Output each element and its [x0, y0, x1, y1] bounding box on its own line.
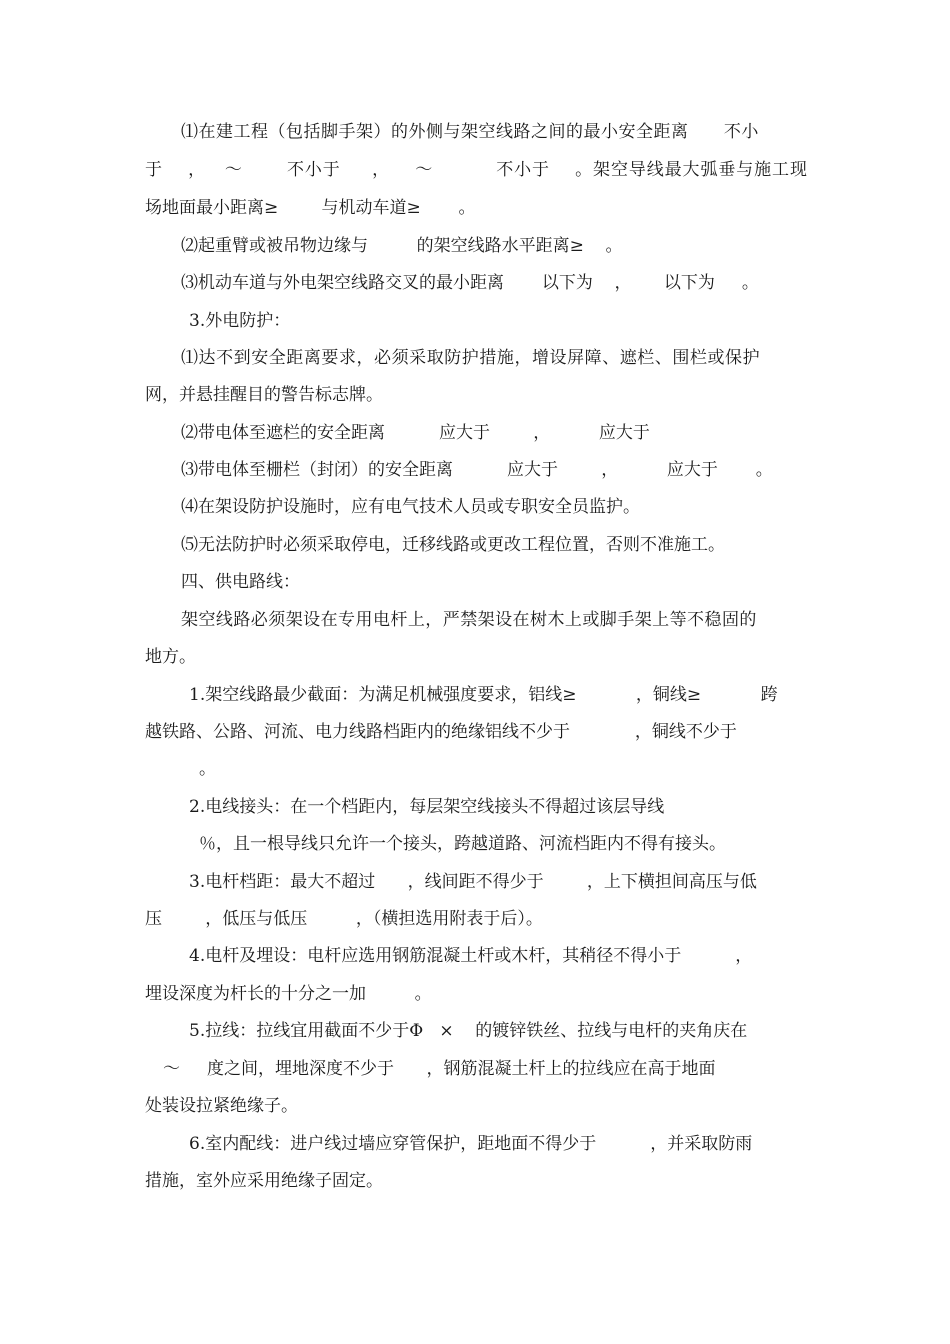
text-line: ⑶带电体至栅栏（封闭）的安全距离 应大于 ， 应大于 。 — [181, 460, 773, 480]
text-line: 于 ， ～ 不小于 ， ～ 不小于 。架空导线最大弧垂与施工现 — [145, 160, 808, 180]
text-line: 3.电杆档距：最大不超过 ，线间距不得少于 ，上下横担间高压与低 — [189, 872, 757, 892]
text-line: ⑴达不到安全距离要求，必须采取防护措施，增设屏障、遮栏、围栏或保护 — [181, 348, 761, 368]
text-line: 6.室内配线：进户线过墙应穿管保护，距地面不得少于 ，并采取防雨 — [189, 1134, 753, 1154]
text-line: 5.拉线：拉线宜用截面不少于Φ × 的镀锌铁丝、拉线与电杆的夹角庆在 — [189, 1021, 748, 1041]
section-heading: 3.外电防护： — [189, 311, 291, 331]
text-line: ⑷在架设防护设施时，应有电气技术人员或专职安全员监护。 — [181, 497, 640, 517]
text-line: 1.架空线路最少截面：为满足机械强度要求，铝线≥ ，铜线≥ 跨 — [189, 685, 778, 705]
text-line: ⑶机动车道与外电架空线路交叉的最小距离 以下为 ， 以下为 。 — [181, 273, 759, 293]
text-line: 埋设深度为杆长的十分之一加 。 — [145, 984, 432, 1004]
text-line: ％，且一根导线只允许一个接头，跨越道路、河流档距内不得有接头。 — [199, 834, 726, 854]
section-heading: 四、供电路线： — [181, 572, 300, 592]
text-line: 架空线路必须架设在专用电杆上，严禁架设在树木上或脚手架上等不稳固的 — [181, 610, 757, 630]
text-line: 地方。 — [145, 647, 196, 667]
text-line: 。 — [199, 759, 216, 779]
text-line: ⑵带电体至遮栏的安全距离 应大于 ， 应大于 — [181, 423, 650, 443]
text-line: 越铁路、公路、河流、电力线路档距内的绝缘铝线不少于 ，铜线不少于 — [145, 722, 737, 742]
text-line: ⑵起重臂或被吊物边缘与 的架空线路水平距离≥ 。 — [181, 236, 623, 256]
text-line: ⑸无法防护时必须采取停电，迁移线路或更改工程位置，否则不准施工。 — [181, 535, 725, 555]
text-line: 2.电线接头：在一个档距内，每层架空线接头不得超过该层导线 — [189, 797, 665, 817]
text-line: 网，并悬挂醒目的警告标志牌。 — [145, 385, 383, 405]
text-line: 压 ，低压与低压 ，（横担选用附表于后）。 — [145, 909, 543, 929]
text-line: 措施，室外应采用绝缘子固定。 — [145, 1171, 383, 1191]
text-line: 4.电杆及埋设：电杆应选用钢筋混凝土杆或木杆，其稍径不得小于 ， — [189, 946, 753, 966]
text-line: 处装设拉紧绝缘子。 — [145, 1096, 298, 1116]
text-line: ⑴在建工程（包括脚手架）的外侧与架空线路之间的最小安全距离 不小 — [181, 122, 759, 142]
text-line: 场地面最小距离≥ 与机动车道≥ 。 — [145, 198, 476, 218]
text-line: ～ 度之间，埋地深度不少于 ，钢筋混凝土杆上的拉线应在高于地面 — [163, 1059, 716, 1079]
